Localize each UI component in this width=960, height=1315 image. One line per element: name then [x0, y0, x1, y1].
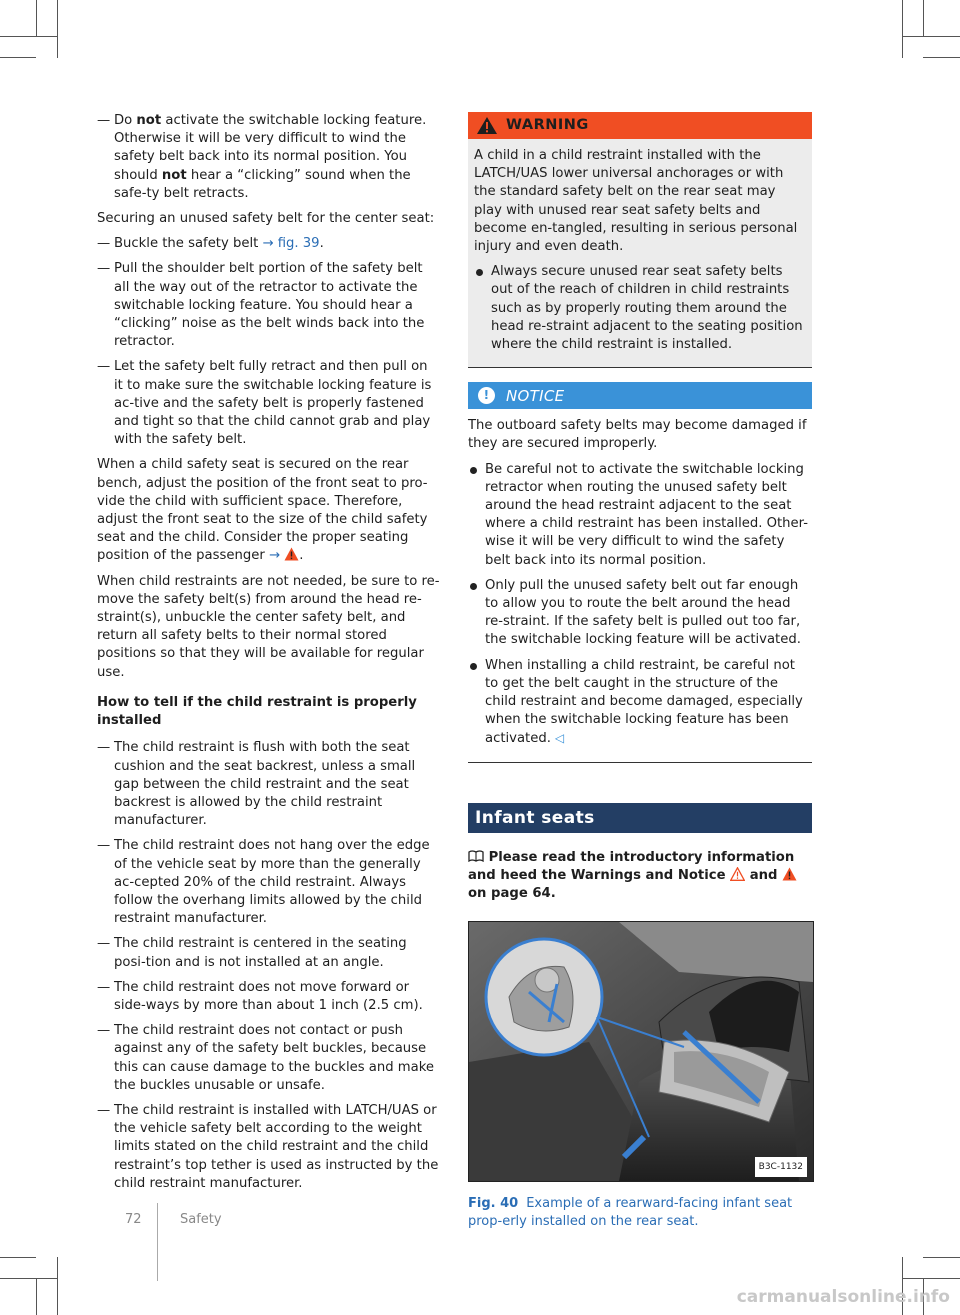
crop-mark — [902, 36, 960, 37]
list-item: — The child restraint is centered in the seating posi-tion and is not installed at an angle. — [97, 935, 440, 971]
infant-seat-figure — [468, 921, 814, 1182]
notice-title: NOTICE — [506, 386, 565, 405]
crop-mark — [923, 0, 924, 36]
divider — [157, 1203, 158, 1281]
list-item: — The child restraint is installed with LATCH/UAS or the vehicle safety belt according to the weight limits stated on the child restraint and the child restraint’s top tether is used as instructed by the child restraint manufacturer. — [97, 1102, 440, 1193]
figure-caption: Fig. 40 Example of a rearward-facing infant seat prop-erly installed on the rear seat. — [468, 1196, 793, 1230]
list-item: — The child restraint does not hang over the edge of the vehicle seat by more than the generally ac-cepted 20% of the child restraint. Always follow the overhang limits allowed by the child restraint manufacturer. — [97, 837, 440, 928]
securing-intro: Securing an unused safety belt for the center seat: — [97, 211, 435, 227]
notice-header — [468, 382, 812, 409]
list-item: — The child restraint does not move forward or side-ways by more than about 1 inch (2.5 cm). — [97, 979, 440, 1015]
right-column — [468, 112, 812, 1231]
page-number: 72 — [125, 1212, 142, 1227]
list-item: — The child restraint does not contact or push against any of the safety belt buckles, because this can cause damage to the buckles and make the buckles unusable or unsafe. — [97, 1022, 440, 1095]
crop-mark — [36, 0, 37, 36]
list-item: — Let the safety belt fully retract and then pull on it to make sure the switchable locking feature is ac-tive and the safety belt is properly fastened and tight so that the child cannot grab and play with the safety belt. — [97, 358, 440, 449]
section-heading: Infant seats — [468, 803, 812, 833]
crop-mark — [0, 57, 36, 58]
notice-bullet: Be careful not to activate the switchable locking retractor when routing the unused safety belt around the head restraint adjacent to the seat where a child restraint has been installed. Other-wise it will be very difficult to wind the safety belt back into its normal position. — [468, 461, 812, 570]
arrow-right-icon: → — [262, 236, 278, 252]
notice-text: The outboard safety belts may become damaged if they are secured improperly. — [468, 418, 807, 452]
crop-mark — [923, 57, 960, 58]
warning-outline-icon[interactable] — [730, 868, 745, 883]
warning-bullet: Always secure unused rear seat safety belts out of the reach of children in child restraints such as by properly routing them around the head re-straint adjacent to the seating position where the child restraint is installed. — [474, 263, 806, 354]
crop-mark — [0, 36, 58, 37]
infant-seat-illustration — [469, 922, 813, 1181]
footer-section: Safety — [180, 1212, 222, 1227]
crop-mark — [902, 0, 903, 58]
crop-mark — [57, 0, 58, 58]
book-icon — [468, 850, 484, 865]
watermark: carmanualsonline.info — [736, 1287, 950, 1307]
arrow-right-icon: → — [268, 548, 285, 564]
notice-bullet: When installing a child restraint, be careful not to get the belt caught in the structure of the child restraint and become damaged, especially when the switchable locking feature has been activated. ◁ — [468, 657, 812, 749]
notice-body — [468, 409, 812, 761]
warning-title: WARNING — [506, 117, 589, 134]
exclamation-icon: ! — [478, 387, 495, 404]
crop-mark — [923, 1257, 960, 1258]
warning-triangle-icon — [476, 116, 498, 140]
section-intro: Please read the introductory information and heed the Warnings and Notice and on page 64. — [468, 849, 812, 904]
list-item: — Buckle the safety belt → fig. 39. — [97, 235, 440, 253]
warning-body — [468, 139, 812, 367]
warning-triangle-icon[interactable] — [782, 868, 797, 883]
warning-header — [468, 112, 812, 139]
warning-box — [468, 112, 812, 368]
howto-heading: How to tell if the child restraint is properly installed — [97, 694, 417, 729]
fig-39-link[interactable]: fig. 39 — [277, 236, 320, 252]
list-item: — The child restraint is flush with both the seat cushion and the seat backrest, unless a small gap between the child restraint and the seat backrest is allowed by the child restraint manufacturer. — [97, 739, 440, 830]
crop-mark — [57, 1257, 58, 1315]
crop-mark — [36, 1279, 37, 1315]
crop-mark — [0, 1257, 36, 1258]
warning-triangle-icon[interactable] — [284, 548, 299, 563]
left-column — [97, 112, 440, 1200]
list-item: — Pull the shoulder belt portion of the safety belt all the way out of the retractor to activate the switchable locking feature. You should hear a “clicking” noise as the belt winds back into the retractor. — [97, 260, 440, 351]
list-item: — Do not activate the switchable locking feature. Otherwise it will be very difficult to wind the safety belt back into its normal position. You should not hear a “clicking” sound when the safe-ty belt retracts. — [97, 112, 440, 203]
notice-bullet: Only pull the unused safety belt out far enough to allow you to route the belt around the head re-straint. If the safety belt is pulled out too far, the switchable locking feature will be activated. — [468, 577, 812, 650]
crop-mark — [0, 1278, 58, 1279]
warning-text: A child in a child restraint installed with the LATCH/UAS lower universal anchorages or with the standard safety belt on the rear seat may play with unused rear seat safety belts and become en-tangled, resulting in serious personal injury and even death. — [474, 148, 798, 255]
figure-label: B3C-1132 — [755, 1157, 807, 1177]
paragraph: When child restraints are not needed, be sure to re-move the safety belt(s) from around the head re-straint(s), unbuckle the center safety belt, and return all safety belts to their normal stored positions so that they will be available for regular use. — [97, 573, 440, 680]
paragraph: When a child safety seat is secured on the rear bench, adjust the position of the front seat to pro-vide the child with sufficient space. Therefore, adjust the front seat to the size of the child safety seat and the child. Consider the proper seating position of the passenger → . — [97, 457, 428, 564]
end-triangle-icon: ◁ — [554, 731, 565, 746]
notice-box — [468, 382, 812, 762]
crop-mark — [902, 1278, 960, 1279]
